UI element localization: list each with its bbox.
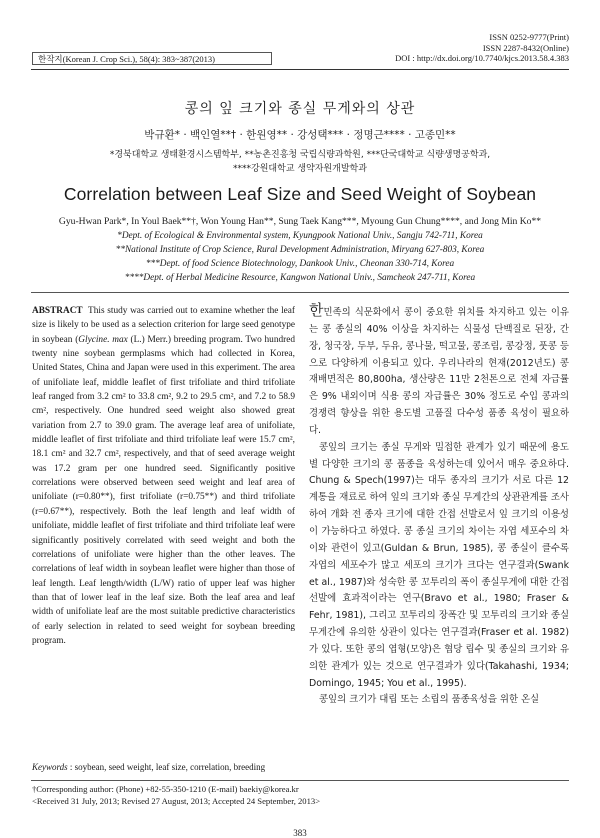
korean-body (309, 301, 569, 709)
abstract (32, 304, 295, 648)
body-paragraph-1-text: 민족의 식문화에서 콩이 중요한 위치를 차지하고 있는 이유는 콩 종실의 40% 이상을 차지하는 식물성 단백질로 된장, 간장, 청국장, 두부, 두유, 콩나물, 떡고물, 콩조림, 콩강정, 풋콩 등으로 다양하게 이용되고 있다. 우리나라의 현재(2012년도) 콩 재배면적은 80,800ha, 생산량은 11만 2천톤으로 전체 자급률은 9% 내외이며 식용 콩의 자급률은 30% 정도로 수입 콩과의 경쟁력 향상을 위한 용도별 고품질 다수성 품종 육성이 필요하다. (309, 307, 569, 436)
species-name: Glycine. max (78, 334, 128, 345)
page-number: 383 (293, 828, 307, 838)
corresponding-author-note: †Corresponding author: (Phone) +82-55-350-1210 (E-mail) baekiy@korea.kr (32, 784, 299, 794)
abstract-text-2: (L.) Merr.) breeding program. Two hundred twenty nine soybean germplasms which had collected in Korea, United States, China and Japan were used in this experiment. The area of unifoliate leaf, middle leaflet of first trifoliate and third trifoliate leaf ranged from 3.2 cm² to 33.8 cm², 9.2 to 29.5 cm², and 7.2 to 58.9 cm², respectively. One hundred seed weight also showed great variation from 2.7 to 39.0 gram. The average leaf area of unifoliate, middle leaflet of first trifoliate and third trifoliate leaf were 15.7 cm², 18.1 cm² and 32.7 cm², respectively, and that of seed average weight was 17.2 gram per one hundred seed. Significantly positive correlations were observed between seed weight and leaf area of unifoliate (r=0.80**), first trifoliate (r=0.75**) and third trifoliate (r=0.67**), respectively. Both the leaf length and leaf width of unifoliate, middle leaflet of first trifoliate and third trifoliate leaf were significantly positively correlated with seed weight and both the correlations of unifoliate were higher than the other leaves. The correlations of leaf width in soybean leaflet were higher than those of leaf length. Leaf length/width (L/W) ratio of upper leaf was higher than that of lower leaf in the leaf size. Both the leaf area and leaf width of unifoliate leaf are the most suitable predictive characteristics of early selection in related to seed weight for soybean breeding program. (32, 334, 295, 646)
abstract-text-1: This study was carried out to examine whether the leaf size is likely to be used as a selection criterion for large seed genotype in soybean ( (32, 306, 296, 345)
issn-print: ISSN 0252-9777(Print) (489, 32, 569, 42)
english-affiliation-2: **National Institute of Crop Science, Rural Development Administration, Miryang 627-803, Korea (115, 245, 485, 255)
footnote-rule (31, 780, 569, 781)
body-paragraph-3: 콩잎의 크기가 대립 또는 소립의 품종육성을 위한 온실 (319, 694, 540, 706)
korean-authors: 박규환* · 백인열**† · 한원영** · 강성택*** · 정명근**** · 고종민** (144, 129, 456, 141)
doi-link[interactable]: DOI : http://dx.doi.org/10.7740/kjcs.2013.58.4.383 (395, 53, 569, 63)
abstract-label: ABSTRACT (32, 306, 83, 316)
english-authors: Gyu-Hwan Park*, In Youl Baek**†, Won Young Han**, Sung Taek Kang***, Myoung Gun Chung****, and Jong Min Ko** (58, 216, 542, 227)
english-title: Correlation between Leaf Size and Seed Weight of Soybean (63, 184, 537, 204)
keywords-text: : soybean, seed weight, leaf size, correlation, breeding (67, 762, 266, 772)
drop-cap: 한 (309, 301, 324, 319)
korean-title: 콩의 잎 크기와 종실 무게와의 상관 (184, 101, 416, 117)
issn-block (395, 32, 569, 64)
english-affiliation-1: *Dept. of Ecological & Environmental system, Kyungpook National Univ., Sangju 742-711, Korea (117, 231, 483, 241)
body-paragraph-1 (309, 301, 569, 440)
keywords (32, 762, 307, 772)
issn-online: ISSN 2287-8432(Online) (482, 42, 569, 53)
korean-affiliation-1: *경북대학교 생태환경시스템학부, **농촌진흥청 국립식량과학원, ***단국대학교 식량생명공학과, (109, 150, 491, 160)
body-paragraph-2: 콩잎의 크기는 종실 무게와 밀접한 관계가 있기 때문에 용도별 다양한 크기의 콩 품종을 육성하는데 있어서 매우 중요하다. Chung & Spech(1997)는 대두 종자의 크기가 서로 다른 12계통을 재료로 하여 잎의 크기와 종실 무게간의 상관관계를 조사하여 개화 전 종자 크기에 대한 간접 선발로서 잎 크기의 이용성이 가능하다고 하였다. 콩 종실 크기의 차이는 자엽 세포수의 차이와 관련이 있고(Guldan & Brun, 1985), 콩 종실이 클수록 자엽의 세포수가 많고 세포의 크기가 크다는 연구결과(Swank et al., 1987)와 성숙한 콩 꼬투리의 폭이 종실무게에 대한 간접선발에 효과적이라는 연구(Bravo et al., 1980; Fraser & Fehr, 1981), 그리고 꼬투리의 장폭간 및 꼬투리의 크기와 종실 무게간에 유의한 상관이 있다는 연구결과(Fraser et al. 1982)가 있다. 또한 콩의 엽형(모양)은 협당 립수 및 종실의 크기와 유의한 관계가 있는 것으로 연구결과가 있다(Takahashi, 1934; Domingo, 1945; You et al., 1995). (309, 441, 569, 689)
received-dates: <Received 31 July, 2013; Revised 27 August, 2013; Accepted 24 September, 2013> (32, 796, 321, 806)
title-rule (31, 292, 569, 293)
korean-affiliation-2: ****강원대학교 생약자원개발학과 (233, 164, 367, 174)
journal-citation: 한작지(Korean J. Crop Sci.), 58(4): 383~387(2013) (32, 52, 272, 65)
english-affiliation-3: ***Dept. of food Science Biotechnology, Dankook Univ., Cheonan 330-714, Korea (145, 259, 455, 269)
header-rule (31, 69, 569, 70)
keywords-label: Keywords (32, 762, 68, 772)
english-affiliation-4: ****Dept. of Herbal Medicine Resource, Kangwon National Univ., Samcheok 247-711, Korea (124, 273, 476, 283)
